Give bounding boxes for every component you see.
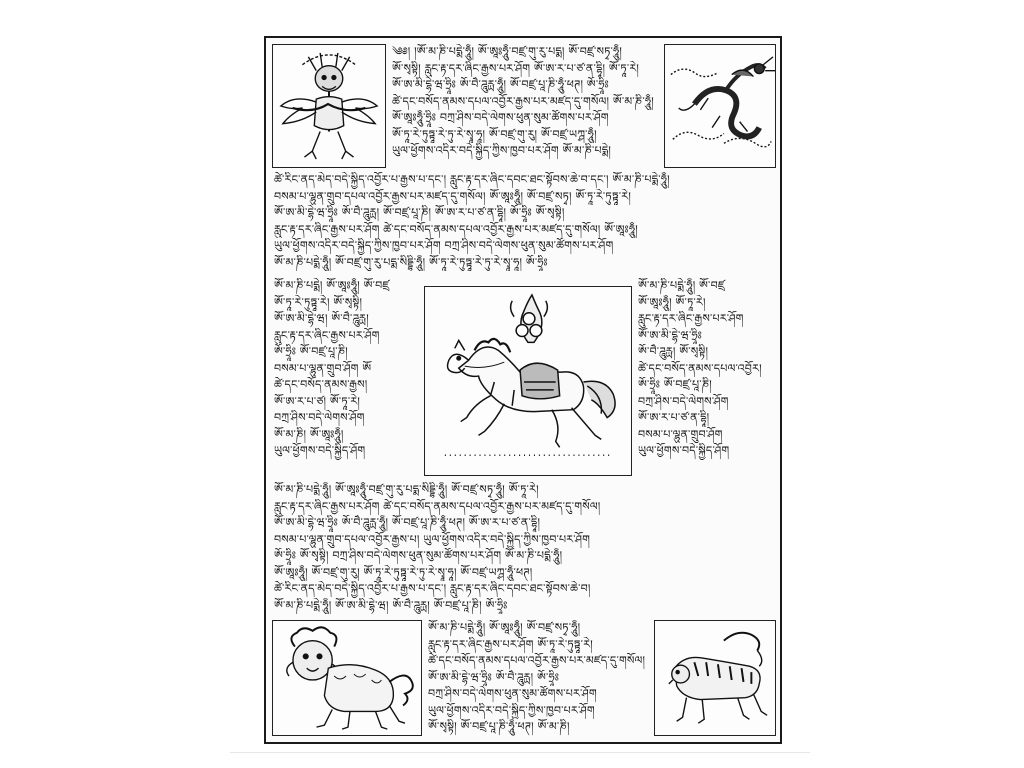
lower-text-line: ཨོཾ་མ་ཎི་པདྨེ་ཧཱུྃ། ཨོཾ་ཨ་མི་དྷེ་ཝ། ཨོཾ་བཻ་ཌཱུརྻ། ཨོཾ་བཛྲ་པཱ་ཎི། ཨོཾ་ཧྲཱིཿ bbox=[274, 598, 508, 612]
middle-text-line: ཨོཾ་ཨ་མི་དྷེ་ཝ་ཧྲཱིཿ ཨོཾ་བཻ་ཌཱུརྻ། ཨོཾ་བཛྲ་པཱ་ཎི། ཨོཾ་ཨ་ར་པ་ཙ་ན་དྷཱི། ཨོཾ་ཧྲཱིཿ ཨོཾ་སྭསྟི། bbox=[274, 206, 565, 219]
middle-text-line: ཡུལ་ཕྱོགས་འདིར་བདེ་སྐྱིད་ཀྱིས་ཁྱབ་པར་ཤོག བཀྲ་ཤིས་བདེ་ལེགས་ཕུན་སུམ་ཚོགས་པར་ཤོག bbox=[274, 239, 614, 252]
bottom-text-line: ཨོཾ་མ་ཎི་པདྨེ་ཧཱུྃ། ཨོཾ་ཨཱཿཧཱུྃ། ཨོཾ་བཛྲ་སཏྭ་ཧཱུྃ། bbox=[428, 621, 581, 634]
middle-text-block bbox=[274, 172, 776, 276]
top-text-line: ཨོཾ་ཨཱཿཧཱུྃ་ཧྲཱིཿ བཀྲ་ཤིས་བདེ་ལེགས་ཕུན་སུམ་ཚོགས་པར་ཤོག bbox=[392, 111, 609, 124]
right-column-line: ཨོཾ་ཧྲཱིཿ ཨོཾ་བཛྲ་པཱ་ཎི། bbox=[638, 378, 712, 391]
right-column-line: ཨོཾ་ཨ་ར་པ་ཙ་ན་དྷཱི། bbox=[638, 411, 710, 424]
lower-text-line: ཨོཾ་ཨ་མི་དྷེ་ཝ་ཧྲཱིཿ ཨོཾ་བཻ་ཌཱུརྻ་ཧཱུྃ། ཨོཾ་བཛྲ་པཱ་ཎི་ཧཱུྃ་ཕཊ། ཨོཾ་ཨ་ར་པ་ཙ་ན་དྷཱི། bbox=[274, 516, 541, 529]
garuda-illustration bbox=[273, 45, 385, 167]
lower-text-line: ཨོཾ་ཧྲཱིཿ ཨོཾ་སྭསྟི། བཀྲ་ཤིས་བདེ་ལེགས་ཕུན་སུམ་ཚོགས་པར་ཤོག ཨོཾ་མ་ཎི་པདྨེ་ཧཱུྃ། bbox=[274, 549, 563, 562]
tiger-panel bbox=[654, 620, 776, 736]
right-column-line: ཚེ་དང་བསོད་ནམས་དཔལ་འབྱོར། bbox=[638, 361, 762, 375]
scan-edge-line bbox=[230, 752, 810, 753]
snow-lion-illustration bbox=[273, 621, 421, 735]
wind-horse-illustration bbox=[425, 287, 631, 475]
top-text-line: ཚེ་དང་བསོད་ནམས་དཔལ་འབྱོར་རྒྱས་པར་མཛད་དུ་གསོལ། ཨོཾ་མ་ཎི་ཧཱུྃ། bbox=[392, 94, 654, 108]
bottom-text-line: རླུང་རྟ་དར་ཞིང་རྒྱས་པར་ཤོག ཨོཾ་ཏཱ་རེ་ཏུཏྟཱ་རེ། bbox=[428, 637, 593, 651]
bottom-text-line: བཀྲ་ཤིས་བདེ་ལེགས་ཕུན་སུམ་ཚོགས་པར་ཤོག bbox=[428, 687, 597, 700]
top-text-line: ཨོཾ་ཨ་མི་དྷེ་ཝ་ཧྲཱིཿ ཨོཾ་བཻ་ཌཱུརྻ་ཧཱུྃ། ཨོཾ་བཛྲ་པཱ་ཎི་ཧཱུྃ་ཕཊ། ཨོཾ་ཧྲཱིཿ bbox=[392, 78, 609, 91]
right-column-line: བསམ་པ་ལྷུན་གྲུབ་ཤོག bbox=[638, 427, 723, 441]
left-column-line: ཨོཾ་མ་ཎི། ཨོཾ་ཨཱཿཧཱུྃ། bbox=[274, 427, 344, 441]
right-column-line: བཀྲ་ཤིས་བདེ་ལེགས་ཤོག bbox=[638, 394, 729, 408]
left-column-line: ཨོཾ་མ་ཎི་པདྨེ། ཨོཾ་ཨཱཿཧཱུྃ། ཨོཾ་བཛྲ bbox=[274, 279, 390, 292]
left-column-line: བཀྲ་ཤིས་བདེ་ལེགས་ཤོག bbox=[274, 411, 365, 424]
lower-text-line: ཨོཾ་མ་ཎི་པདྨེ་ཧཱུྃ། ཨོཾ་ཨཱཿཧཱུྃ་བཛྲ་གུ་རུ་པདྨ་སིདྡྷི་ཧཱུྃ། ཨོཾ་བཛྲ་སཏྭ་ཧཱུྃ། ཨོཾ་ཏཱ་རེ། bbox=[274, 483, 539, 496]
dragon-panel bbox=[664, 44, 776, 168]
tiger-illustration bbox=[655, 621, 775, 735]
lower-text-block bbox=[274, 482, 776, 616]
dragon-illustration bbox=[665, 45, 775, 167]
right-column-line: ཡུལ་ཕྱོགས་བདེ་སྐྱིད་ཤོག bbox=[638, 444, 730, 457]
top-text-line: ཨོཾ་སྭསྟི། རླུང་རྟ་དར་ཞིང་རྒྱས་པར་ཤོག ཨོཾ་ཨ་ར་པ་ཙ་ན་དྷཱི། ཨོཾ་ཏཱ་རེ། bbox=[392, 61, 640, 75]
right-column-line: ཨོཾ་མ་ཎི་པདྨེ་ཧཱུྃ། ཨོཾ་བཛྲ bbox=[638, 279, 725, 292]
bottom-text-line: ཡུལ་ཕྱོགས་འདིར་བདེ་སྐྱིད་ཀྱིས་ཁྱབ་པར་ཤོག bbox=[428, 703, 595, 717]
lower-text-line: ཚེ་རིང་ནད་མེད་བདེ་སྐྱིད་འབྱོར་པ་རྒྱས་པ་དང༌། རླུང་རྟ་དར་ཞིང་དབང་ཐང་སྟོབས་ཆེ་བ། bbox=[274, 582, 591, 595]
left-column-line: ཚེ་དང་བསོད་ནམས་རྒྱས། bbox=[274, 378, 368, 391]
right-column-line: རླུང་རྟ་དར་ཞིང་རྒྱས་པར་ཤོག bbox=[638, 312, 744, 325]
left-column-line: ཨོཾ་ཨ་ར་པ་ཙ། ཨོཾ་ཏཱ་རེ། bbox=[274, 394, 361, 408]
left-column-line: རླུང་རྟ་དར་ཞིང་རྒྱས་པར་ཤོག bbox=[274, 328, 380, 342]
prayer-flag-sheet bbox=[264, 36, 782, 744]
middle-text-line: ཚེ་རིང་ནད་མེད་བདེ་སྐྱིད་འབྱོར་པ་རྒྱས་པ་དང༌། རླུང་རྟ་དར་ཞིང་དབང་ཐང་སྟོབས་ཆེ་བ་དང༌། ཨོཾ་མ་ཎི་པདྨེ་ཧཱུྃ། bbox=[274, 173, 670, 186]
top-text-line: ༄༅། །ཨོཾ་མ་ཎི་པདྨེ་ཧཱུྃ། ཨོཾ་ཨཱཿཧཱུྃ་བཛྲ་གུ་རུ་པདྨ། ཨོཾ་བཛྲ་སཏྭ་ཧཱུྃ། bbox=[392, 45, 623, 58]
middle-text-line: བསམ་པ་ལྷུན་གྲུབ་དཔལ་འབྱོར་རྒྱས་པར་མཛད་དུ་གསོལ། ཨོཾ་ཨཱཿཧཱུྃ། ཨོཾ་བཛྲ་སཏྭ། ཨོཾ་ཏཱ་རེ་ཏུཏྟཱ་རེ། bbox=[274, 189, 631, 203]
left-column-line: ཨོཾ་ཏཱ་རེ་ཏུཏྟཱ་རེ། ཨོཾ་སྭསྟི། bbox=[274, 295, 363, 309]
left-column-line: ཨོཾ་ཧྲཱིཿ ཨོཾ་བཛྲ་པཱ་ཎི། bbox=[274, 345, 348, 358]
snow-lion-panel bbox=[272, 620, 422, 736]
lower-text-line: བསམ་པ་ལྷུན་གྲུབ་དཔལ་འབྱོར་རྒྱས་པ། ཡུལ་ཕྱོགས་འདིར་བདེ་སྐྱིད་ཀྱིས་ཁྱབ་པར་ཤོག bbox=[274, 532, 591, 546]
left-column-line: བསམ་པ་ལྷུན་གྲུབ་ཤོག ཨོཾ bbox=[274, 361, 372, 375]
right-column-line: ཨོཾ་ཨ་མི་དྷེ་ཝ་ཧྲཱིཿ bbox=[638, 328, 703, 342]
bottom-text-line: ཨོཾ་སྭསྟི། ཨོཾ་བཛྲ་པཱ་ཎི་ཧཱུྃ་ཕཊ། ཨོཾ་མ་ཎི། bbox=[428, 720, 570, 733]
middle-text-line: ཨོཾ་མ་ཎི་པདྨེ་ཧཱུྃ། ཨོཾ་བཛྲ་གུ་རུ་པདྨ་སིདྡྷི་ཧཱུྃ། ཨོཾ་ཏཱ་རེ་ཏུཏྟཱ་རེ་ཏུ་རེ་སྭཱ་ཧཱ། ཨོཾ་ཧྲཱིཿ bbox=[274, 255, 548, 269]
top-text-line: ཡུལ་ཕྱོགས་འདིར་བདེ་སྐྱིད་ཀྱིས་ཁྱབ་པར་ཤོག ཨོཾ་མ་ཎི་པདྨེ། bbox=[392, 144, 611, 157]
middle-text-line: རླུང་རྟ་དར་ཞིང་རྒྱས་པར་ཤོག ཚེ་དང་བསོད་ནམས་དཔལ་འབྱོར་རྒྱས་པར་མཛད་དུ་གསོལ། ཨོཾ་ཨཱཿཧཱུྃ། bbox=[274, 222, 638, 236]
wind-horse-panel bbox=[424, 286, 632, 476]
top-text-block bbox=[392, 44, 658, 168]
top-text-line: ཨོཾ་ཏཱ་རེ་ཏུཏྟཱ་རེ་ཏུ་རེ་སྭཱ་ཧཱ། ཨོཾ་བཛྲ་གུ་རུ། ཨོཾ་བཛྲ་ཡཀྴ་ཧཱུྃ། bbox=[392, 127, 597, 141]
bottom-text-line: ཚེ་དང་བསོད་ནམས་དཔལ་འབྱོར་རྒྱས་པར་མཛད་དུ་གསོལ། bbox=[428, 654, 646, 667]
left-column-line: ཨོཾ་ཨ་མི་དྷེ་ཝ། ཨོཾ་བཻ་ཌཱུརྻ། bbox=[274, 312, 369, 325]
left-column-line: ཡུལ་ཕྱོགས་བདེ་སྐྱིད་ཤོག bbox=[274, 444, 366, 457]
left-column-text bbox=[274, 278, 420, 478]
bottom-text-line: ཨོཾ་ཨ་མི་དྷེ་ཝ་ཧྲཱིཿ ཨོཾ་བཻ་ཌཱུརྻ། ཨོཾ་ཧྲཱིཿ bbox=[428, 670, 560, 684]
lower-text-line: ཨོཾ་ཨཱཿཧཱུྃ། ཨོཾ་བཛྲ་གུ་རུ། ཨོཾ་ཏཱ་རེ་ཏུཏྟཱ་རེ་ཏུ་རེ་སྭཱ་ཧཱ། ཨོཾ་བཛྲ་ཡཀྴ་ཧཱུྃ་ཕཊ། bbox=[274, 565, 533, 579]
right-column-text bbox=[638, 278, 776, 478]
bottom-text-block bbox=[428, 620, 650, 736]
lower-text-line: རླུང་རྟ་དར་ཞིང་རྒྱས་པར་ཤོག ཚེ་དང་བསོད་ནམས་དཔལ་འབྱོར་རྒྱས་པར་མཛད་དུ་གསོལ། bbox=[274, 499, 601, 513]
right-column-line: ཨོཾ་བཻ་ཌཱུརྻ། ཨོཾ་སྭསྟི། bbox=[638, 345, 709, 358]
right-column-line: ཨོཾ་ཨཱཿཧཱུྃ། ཨོཾ་ཏཱ་རེ། bbox=[638, 295, 706, 309]
garuda-panel bbox=[272, 44, 386, 168]
